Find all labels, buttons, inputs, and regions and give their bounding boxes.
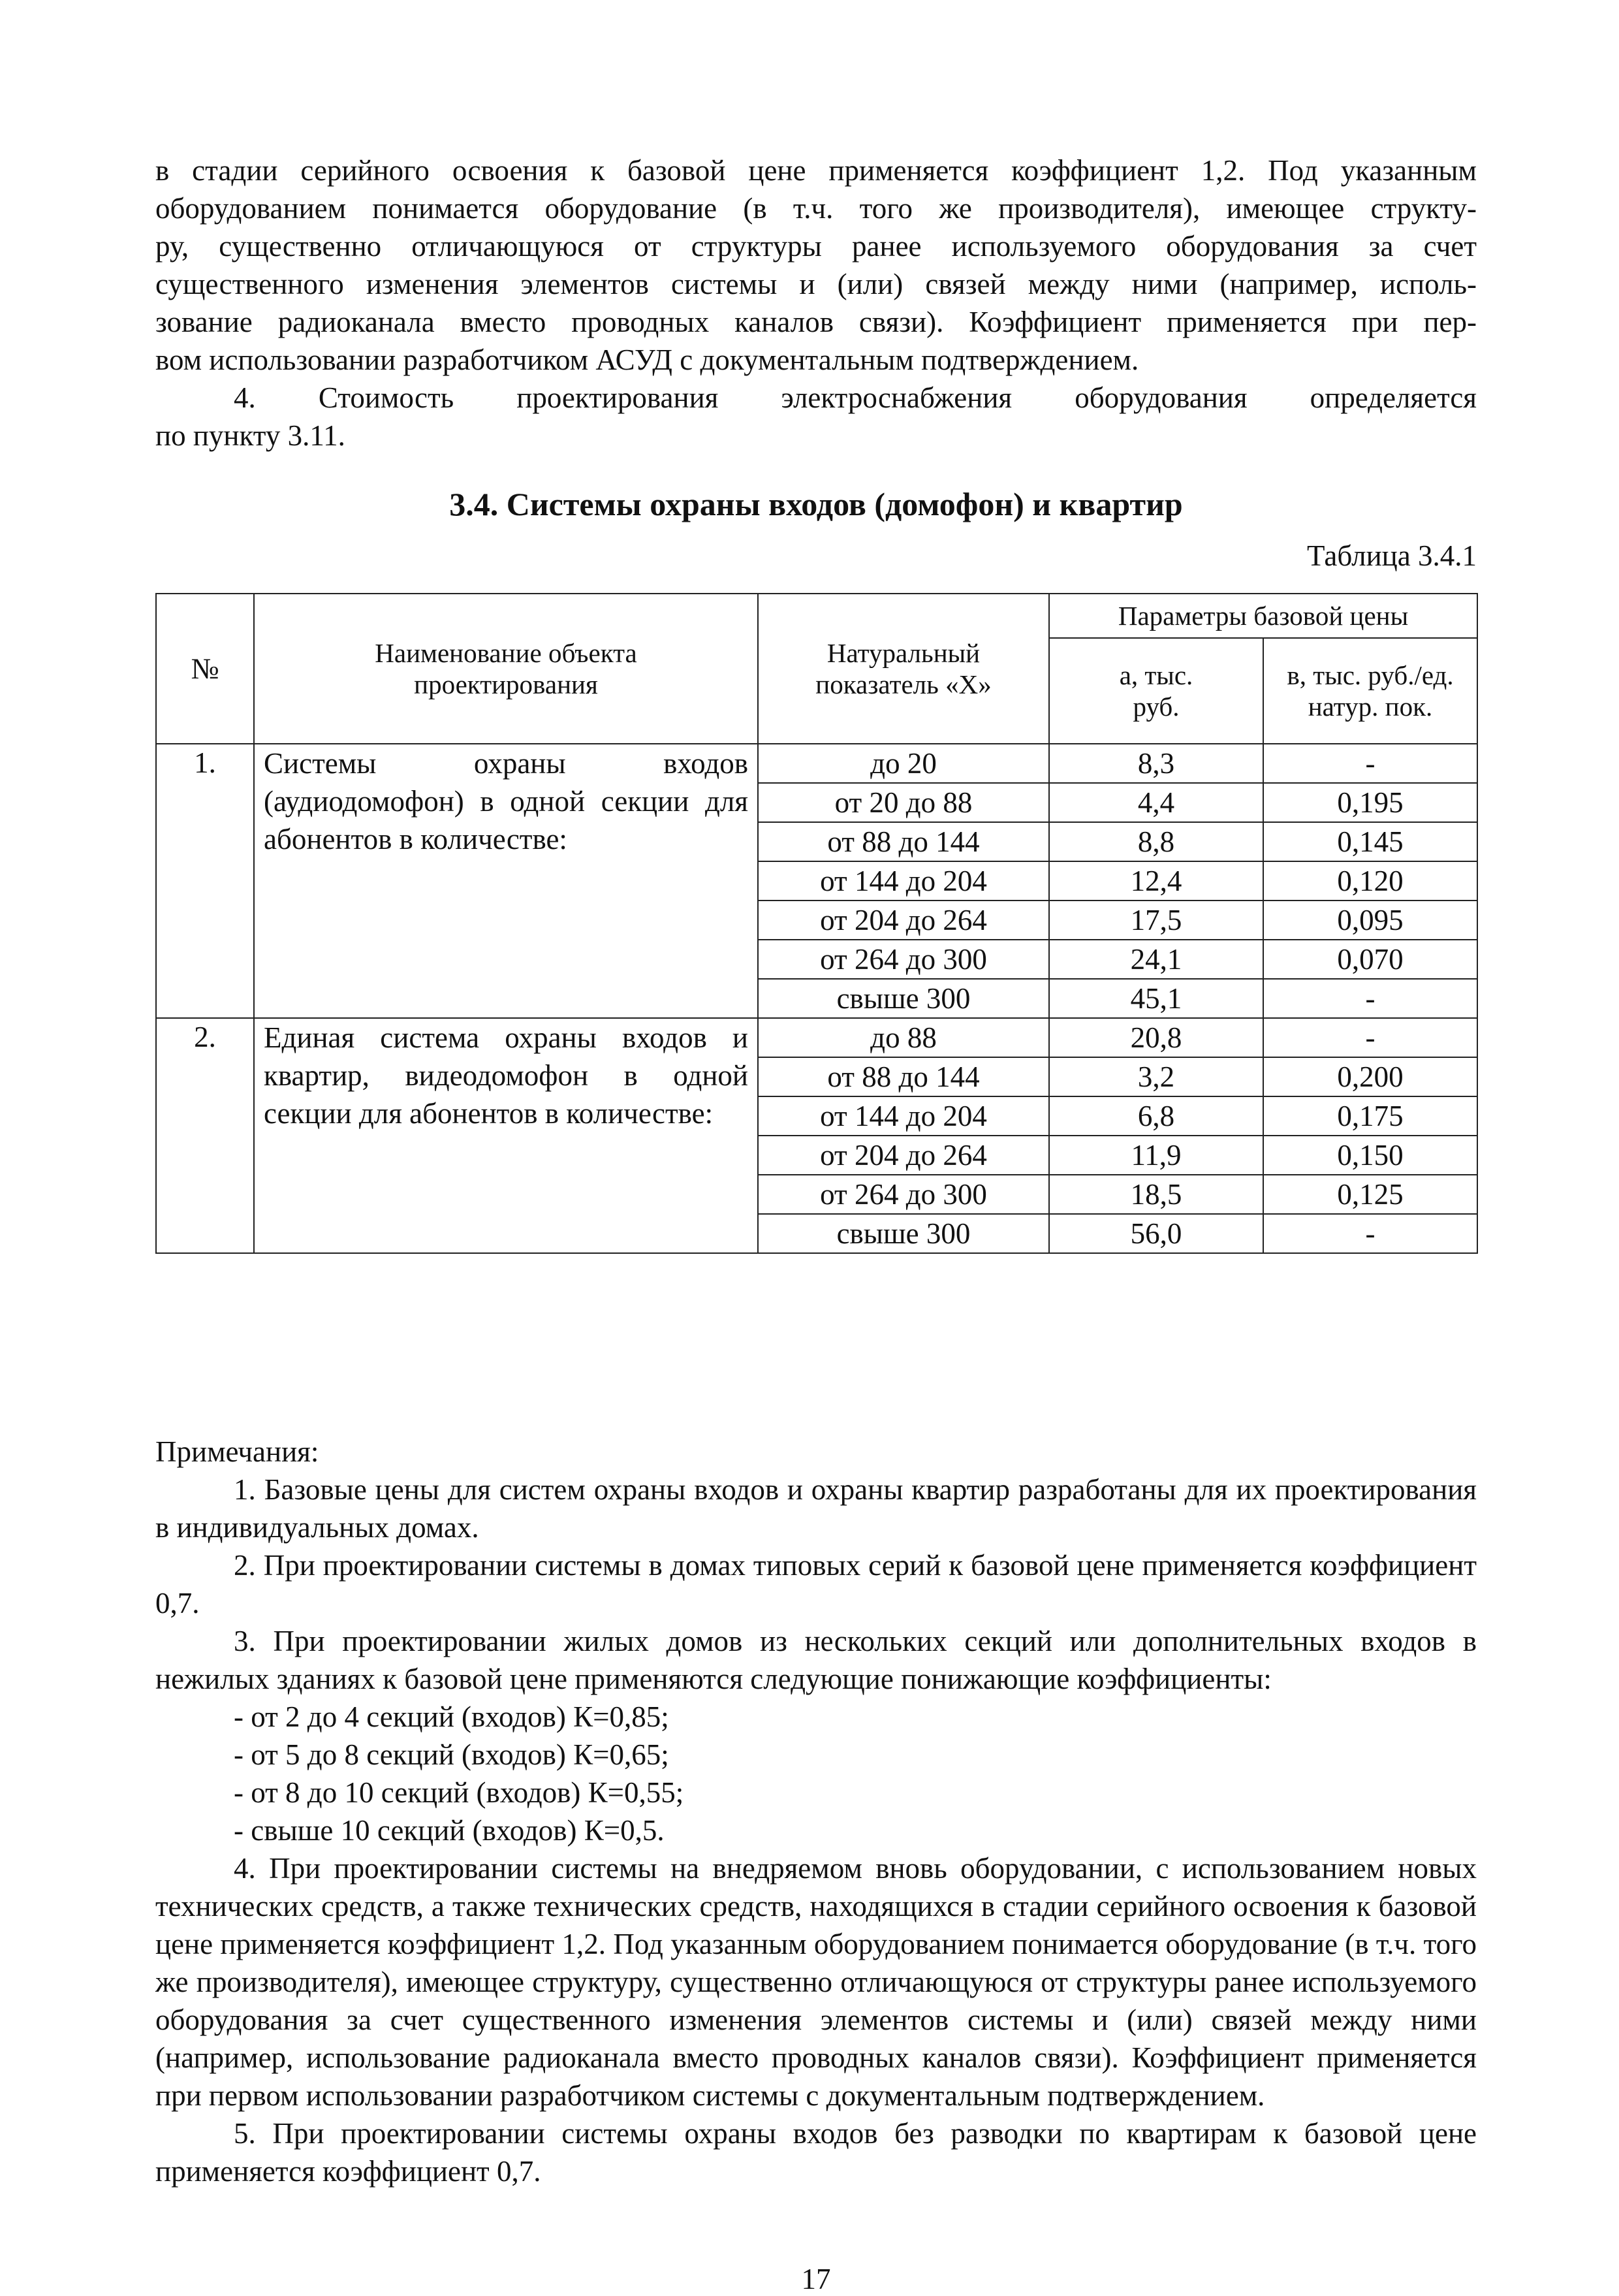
cell-a: 3,2: [1049, 1057, 1263, 1096]
cell-b: 0,195: [1263, 783, 1477, 822]
cell-b: 0,145: [1263, 822, 1477, 861]
cell-a: 18,5: [1049, 1175, 1263, 1214]
note-3-item: - свыше 10 секций (входов) К=0,5.: [234, 1814, 665, 1847]
cell-b: -: [1263, 744, 1477, 783]
note-3-item: - от 2 до 4 секций (входов) К=0,85;: [234, 1700, 669, 1733]
text-line: оборудованием понимается оборудование (в т.ч. того же производителя), имеющее структу-: [155, 192, 1477, 225]
group-name: Системы охраны входов (аудиодомофон) в одной секции для абонентов в количестве:: [254, 744, 758, 1018]
cell-a: 8,8: [1049, 822, 1263, 861]
text-line: существенного изменения элементов системы и (или) связей между ними (например, исполь-: [155, 268, 1477, 300]
cell-a: 6,8: [1049, 1096, 1263, 1136]
text-line: по пункту 3.11.: [155, 419, 345, 452]
cell-a: 17,5: [1049, 901, 1263, 940]
group-number: 1.: [156, 744, 254, 1018]
note-3-item: - от 5 до 8 секций (входов) К=0,65;: [234, 1738, 669, 1771]
cell-b: 0,120: [1263, 861, 1477, 901]
section-title: 3.4. Системы охраны входов (домофон) и квартир: [449, 486, 1183, 522]
cell-x: от 144 до 204: [758, 861, 1049, 901]
text-line: вом использовании разработчиком АСУД с документальным подтверждением.: [155, 343, 1139, 376]
header-natural: Натуральный показатель «Х»: [758, 594, 1049, 744]
table-row: [156, 744, 1477, 783]
header-a: а, тыс. руб.: [1049, 638, 1263, 744]
cell-x: от 204 до 264: [758, 901, 1049, 940]
cell-x: от 264 до 300: [758, 940, 1049, 979]
cell-a: 56,0: [1049, 1214, 1263, 1253]
cell-a: 24,1: [1049, 940, 1263, 979]
text-line: зование радиоканала вместо проводных каналов связи). Коэффициент применяется при пер-: [155, 306, 1477, 338]
cell-x: до 88: [758, 1018, 1049, 1057]
table-caption: Таблица 3.4.1: [1307, 539, 1477, 572]
cell-x: свыше 300: [758, 1214, 1049, 1253]
text-line: ру, существенно отличающуюся от структуры ранее используемого оборудования за счет: [155, 230, 1477, 263]
cell-x: от 264 до 300: [758, 1175, 1049, 1214]
cell-x: от 144 до 204: [758, 1096, 1049, 1136]
cell-b: 0,125: [1263, 1175, 1477, 1214]
note-1: 1. Базовые цены для систем охраны входов и охраны квартир разработаны для их проектирования в индивидуальных домах.: [155, 1473, 1477, 1544]
note-4: 4. При проектировании системы на внедряемом вновь оборудовании, с использованием новых технических средств, а также технических средств, находящихся в стадии серийного освоения к базовой цене применяется коэффициент 1,2. Под указанным оборудованием понимается оборудование (в т.ч. того же производителя), имеющее структуру, существенно отличающуюся от структуры ранее используемого оборудования за счет существенного изменения элементов системы и (или) связей между ними (например, использование радиоканала вместо проводных каналов связи). Коэффициент применяется при первом использовании разработчиком системы с документальным подтверждением.: [155, 1852, 1477, 2112]
notes-title: Примечания:: [155, 1435, 319, 1468]
document-page: [155, 151, 1477, 2295]
group-number: 2.: [156, 1018, 254, 1253]
notes-section: [155, 1433, 1477, 2190]
cell-x: до 20: [758, 744, 1049, 783]
cell-a: 4,4: [1049, 783, 1263, 822]
cell-x: от 20 до 88: [758, 783, 1049, 822]
page-number: 17: [801, 2263, 831, 2295]
group-name: Единая система охраны входов и квартир, видеодомофон в одной секции для абонентов в количестве:: [254, 1018, 758, 1253]
header-num: №: [156, 594, 254, 744]
cell-b: 0,200: [1263, 1057, 1477, 1096]
cell-a: 8,3: [1049, 744, 1263, 783]
text-line: 4. Стоимость проектирования электроснабжения оборудования определяется: [234, 381, 1477, 414]
cell-b: -: [1263, 1018, 1477, 1057]
cell-b: 0,175: [1263, 1096, 1477, 1136]
cell-x: от 88 до 144: [758, 822, 1049, 861]
header-params: Параметры базовой цены: [1049, 594, 1477, 638]
cell-a: 12,4: [1049, 861, 1263, 901]
text-line: в стадии серийного освоения к базовой цене применяется коэффициент 1,2. Под указанным: [155, 154, 1477, 187]
cell-a: 45,1: [1049, 979, 1263, 1018]
note-2: 2. При проектировании системы в домах типовых серий к базовой цене применяется коэффициент 0,7.: [155, 1549, 1477, 1619]
table-row: [156, 1018, 1477, 1057]
note-3-item: - от 8 до 10 секций (входов) К=0,55;: [234, 1776, 684, 1809]
cell-a: 20,8: [1049, 1018, 1263, 1057]
price-table: [155, 593, 1478, 1254]
cell-b: 0,150: [1263, 1136, 1477, 1175]
cell-b: -: [1263, 1214, 1477, 1253]
intro-paragraph: [155, 151, 1477, 454]
cell-x: свыше 300: [758, 979, 1049, 1018]
header-name: Наименование объекта проектирования: [254, 594, 758, 744]
cell-b: -: [1263, 979, 1477, 1018]
cell-b: 0,070: [1263, 940, 1477, 979]
header-b: в, тыс. руб./ед. натур. пок.: [1263, 638, 1477, 744]
note-5: 5. При проектировании системы охраны входов без разводки по квартирам к базовой цене применяется коэффициент 0,7.: [155, 2117, 1477, 2188]
cell-x: от 204 до 264: [758, 1136, 1049, 1175]
note-3: 3. При проектировании жилых домов из нескольких секций или дополнительных входов в нежилых зданиях к базовой цене применяются следующие понижающие коэффициенты:: [155, 1625, 1477, 1695]
cell-b: 0,095: [1263, 901, 1477, 940]
cell-a: 11,9: [1049, 1136, 1263, 1175]
cell-x: от 88 до 144: [758, 1057, 1049, 1096]
